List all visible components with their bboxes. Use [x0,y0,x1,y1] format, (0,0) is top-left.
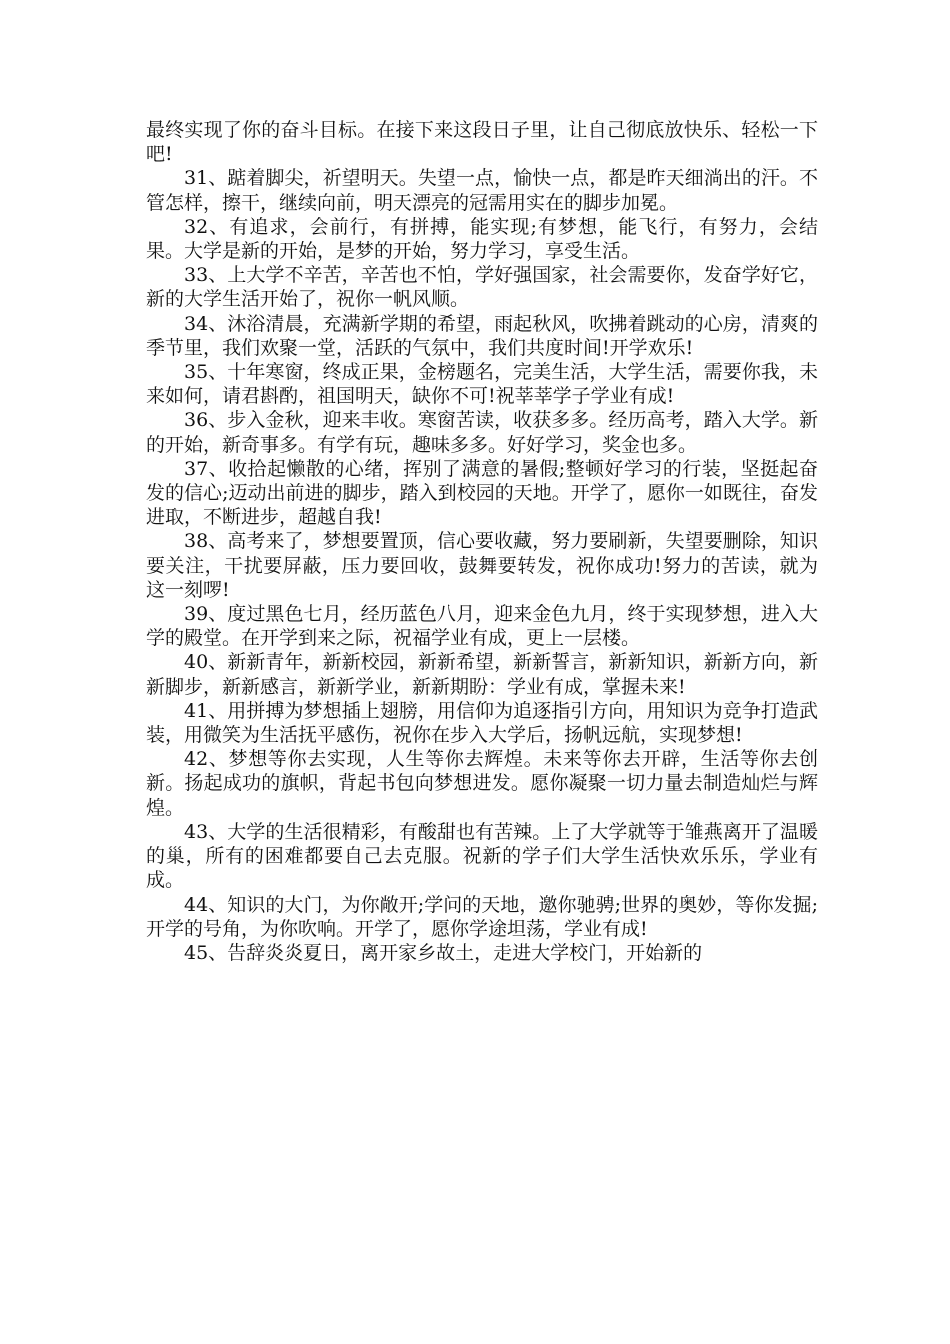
paragraph-44: 44、知识的大门，为你敞开;学问的天地，邀你驰骋;世界的奥妙，等你发掘;开学的号角，为你吹响。开学了，愿你学途坦荡，学业有成! [146,893,818,940]
paragraph-39: 39、度过黑色七月，经历蓝色八月，迎来金色九月，终于实现梦想，进入大学的殿堂。在开学到来之际，祝福学业有成，更上一层楼。 [146,603,818,650]
paragraph-32: 32、有追求，会前行，有拼搏，能实现;有梦想，能飞行，有努力，会结果。大学是新的开始，是梦的开始，努力学习，享受生活。 [146,215,818,263]
paragraph-40: 40、新新青年，新新校园，新新希望，新新誓言，新新知识，新新方向，新新脚步，新新感言，新新学业，新新期盼：学业有成，掌握未来! [146,651,818,698]
paragraph-37: 37、收拾起懒散的心绪，挥别了满意的暑假;整顿好学习的行装，坚挺起奋发的信心;迈动出前进的脚步，踏入到校园的天地。开学了，愿你一如既往，奋发进取，不断进步，超越自我! [146,457,818,529]
paragraph-42: 42、梦想等你去实现，人生等你去辉煌。未来等你去开辟，生活等你去创新。扬起成功的旗帜，背起书包向梦想进发。愿你凝聚一切力量去制造灿烂与辉煌。 [146,748,818,819]
paragraph-38: 38、高考来了，梦想要置顶，信心要收藏，努力要刷新，失望要删除，知识要关注，干扰要屏蔽，压力要回收，鼓舞要转发，祝你成功!努力的苦读，就为这一刻啰! [146,530,818,601]
paragraph-45: 45、告辞炎炎夏日，离开家乡故土，走进大学校门，开始新的 [184,941,703,964]
document-page [146,118,818,965]
paragraph-43: 43、大学的生活很精彩，有酸甜也有苦辣。上了大学就等于雏燕离开了温暖的巢，所有的困难都要自己去克服。祝新的学子们大学生活快欢乐乐，学业有成。 [146,820,818,892]
paragraph-31: 31、踮着脚尖，祈望明天。失望一点，愉快一点，都是昨天细淌出的汗。不管怎样，擦干，继续向前，明天漂亮的冠需用实在的脚步加冕。 [146,167,818,214]
paragraph-34: 34、沐浴清晨，充满新学期的希望，雨起秋风，吹拂着跳动的心房，清爽的季节里，我们欢聚一堂，活跃的气氛中，我们共度时间!开学欢乐! [146,312,818,359]
paragraph-continuation: 最终实现了你的奋斗目标。在接下来这段日子里，让自己彻底放快乐、轻松一下吧! [146,119,818,166]
paragraph-36: 36、步入金秋，迎来丰收。寒窗苦读，收获多多。经历高考，踏入大学。新的开始，新奇事多。有学有玩，趣味多多。好好学习，奖金也多。 [146,409,818,456]
paragraph-33: 33、上大学不辛苦，辛苦也不怕，学好强国家，社会需要你，发奋学好它，新的大学生活开始了，祝你一帆风顺。 [146,264,818,311]
paragraph-41: 41、用拼搏为梦想插上翅膀，用信仰为追逐指引方向，用知识为竞争打造武装，用微笑为生活抚平感伤，祝你在步入大学后，扬帆远航，实现梦想! [146,699,818,747]
paragraph-35: 35、十年寒窗，终成正果，金榜题名，完美生活，大学生活，需要你我，未来如何，请君斟酌，祖国明天，缺你不可!祝莘莘学子学业有成! [146,361,818,408]
